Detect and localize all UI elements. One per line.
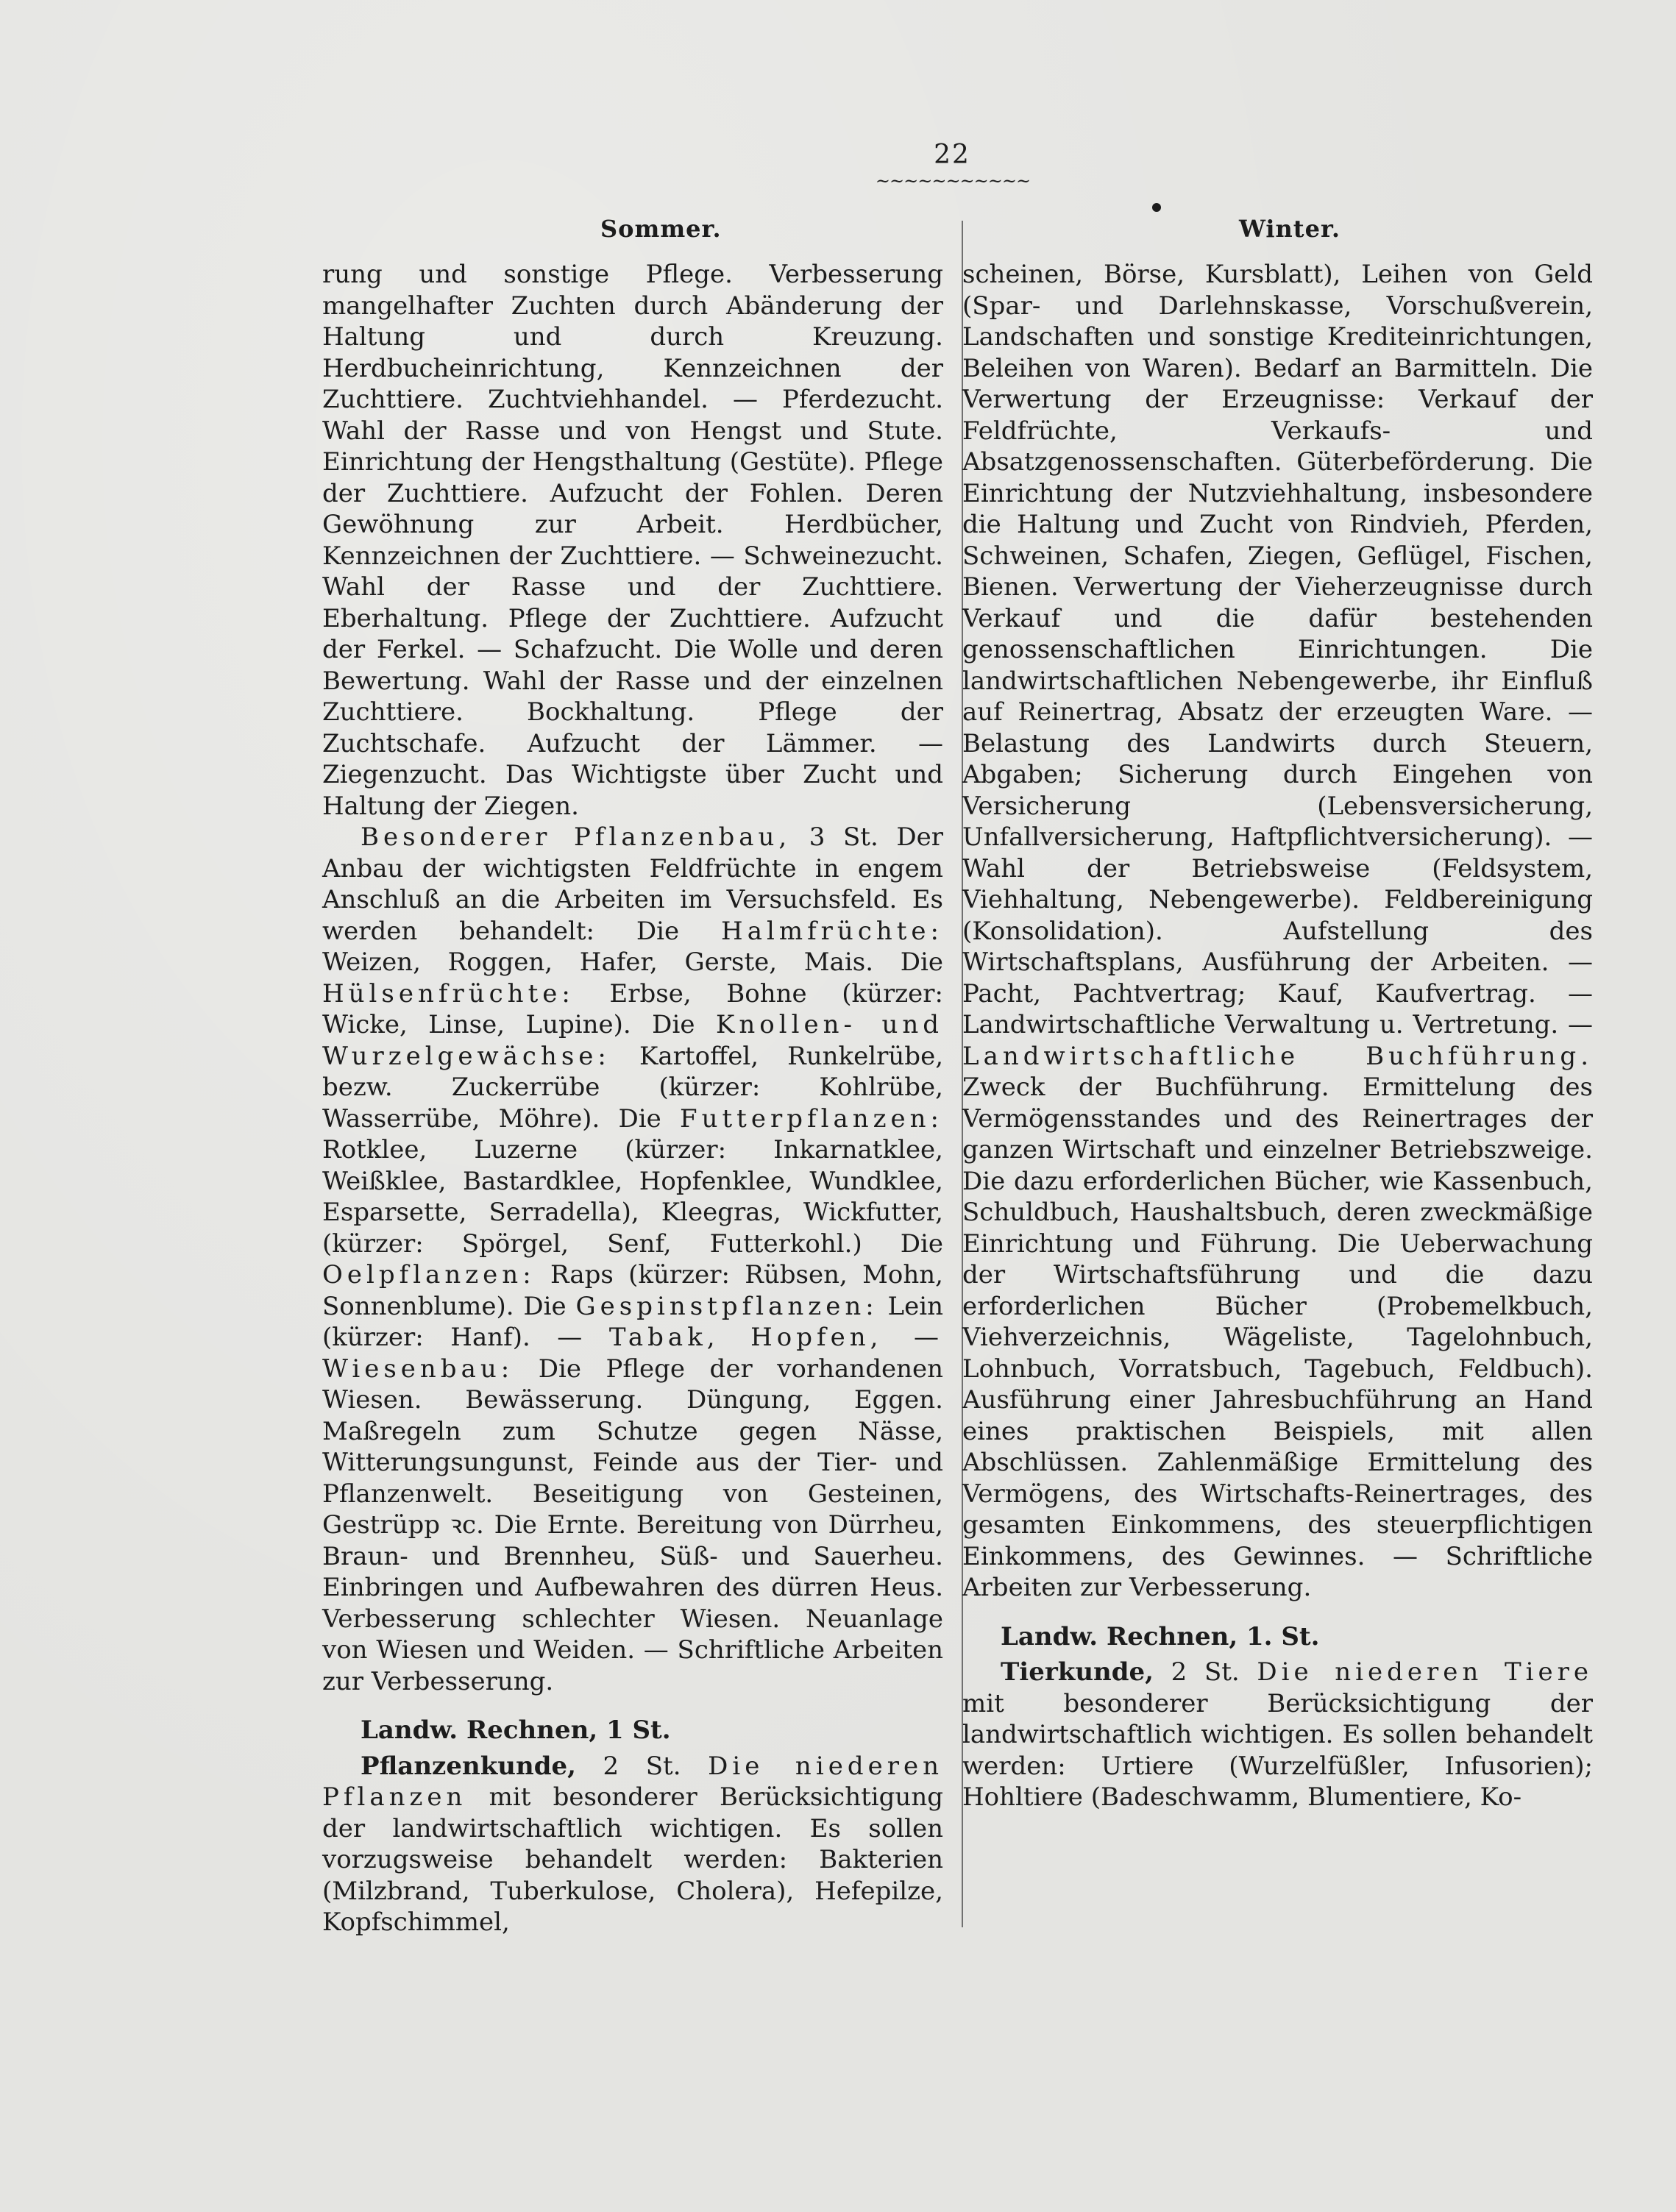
botany-title: Pflanzenkunde, (361, 1751, 576, 1781)
column-heading-summer: Sommer. (600, 215, 722, 243)
term-knollen: Knollen- und Wurzelgewächse: (322, 1010, 944, 1071)
term-wiesenbau: Tabak, Hopfen, — Wiesenbau: (322, 1323, 943, 1384)
summer-paragraph-livestock: rung und sonstige Pflege. Verbesserung mangelhafter Zuchten durch Abänderung der Haltung und durch Kreuzung. Herdbucheinrichtung, Kennzeichnen der Zuchttiere. Zuchtviehhandel. — Pferdezucht. Wahl der Rasse und von Hengst und Stute. Einrichtung der Hengsthaltung (Gestüte). Pflege der Zuchttiere. Aufzucht der Fohlen. Deren Gewöhnung zur Arbeit. Herdbücher, Kennzeichnen der Zuchttiere. — Schweinezucht. Wahl der Rasse und der Zuchttiere. Eberhaltung. Pflege der Zuchttiere. Aufzucht der Ferkel. — Schafzucht. Die Wolle und deren Bewertung. Wahl der Rasse und der einzelnen Zuchttiere. Bockhaltung. Pflege der Zuchtschafe. Aufzucht der Lämmer. — Ziegenzucht. Das Wichtigste über Zucht und Haltung der Ziegen. (322, 260, 943, 821)
page-number: 22 (934, 140, 970, 170)
column-heading-winter: Winter. (1239, 215, 1341, 243)
term-halmfruechte: Halmfrüchte: (721, 916, 943, 946)
term-gespinstpflanzen: Gespinstpflanzen: (575, 1291, 878, 1321)
summer-paragraph-botany: Pflanzenkunde, 2 St. Die niederen Pflanzen mit besonderer Berücksichtigung der landwirtschaftlich wichtigen. Es sollen vorzugsweise behandelt werden: Bakterien (Milzbrand, Tuberkulose, Cholera), Hefepilze, Kopfschimmel, (322, 1751, 943, 1937)
term-buchfuehrung: Landwirtschaftliche Buchführung. (962, 1041, 1593, 1071)
summer-section-arithmetic: Landw. Rechnen, 1 St. (361, 1715, 671, 1745)
ink-dot (1152, 203, 1161, 212)
winter-section-arithmetic: Landw. Rechnen, 1. St. (1001, 1621, 1320, 1651)
term-huelsenfruechte: Hülsenfrüchte: (322, 978, 575, 1009)
winter-paragraph-zoology: Tierkunde, 2 St. Die niederen Tiere mit besonderer Berücksichtigung der landwirtschaftlich wichtigen. Es sollen behandelt werden: Urtiere (Wurzelfüßler, Infusorien); Hohltiere (Badeschwamm, Blumentiere, Ko- (962, 1657, 1594, 1812)
winter-paragraph-economics: scheinen, Börse, Kursblatt), Leihen von Geld (Spar- und Darlehnskasse, Vorschußverein, Landschaften und sonstige Krediteinrichtungen, Beleihen von Waren). Bedarf an Barmitteln. Die Verwertung der Erzeugnisse: Verkauf der Feldfrüchte, Verkaufs- und Absatzgenossenschaften. Güterbeförderung. Die Einrichtung der Nutzviehhaltung, insbesondere die Haltung und Zucht von Rindvieh, Pferden, Schweinen, Schafen, Ziegen, Geflügel, Fischen, Bienen. Verwertung der Vieherzeugnisse durch Verkauf und die dafür bestehenden genossenschaftlichen Einrichtungen. Die landwirtschaftlichen Nebengewerbe, ihr Einfluß auf Reinertrag, Absatz der erzeugten Ware. — Belastung des Landwirts durch Steuern, Abgaben; Sicherung durch Eingehen von Versicherung (Lebensversicherung, Unfallversicherung, Haftpflichtversicherung). — Wahl der Betriebsweise (Feldsystem, Viehhaltung, Nebengewerbe). Feldbereinigung (Konsolidation). Aufstellung des Wirtschaftsplans, Ausführung der Arbeiten. — Pacht, Pachtvertrag; Kauf, Kaufvertrag. — Landwirtschaftliche Verwaltung u. Vertretung. — Landwirtschaftliche Buchführung. Zweck der Buchführung. Ermittelung des Vermögensstandes und des Reinertrages der ganzen Wirtschaft und einzelner Betriebszweige. Die dazu erforderlichen Bücher, wie Kassenbuch, Schuldbuch, Haushaltsbuch, deren zweckmäßige Einrichtung und Führung. Die Ueberwachung der Wirtschaftsführung und die dazu erforderlichen Bücher (Probemelkbuch, Viehverzeichnis, Wägeliste, Tagelohnbuch, Lohnbuch, Vorratsbuch, Tagebuch, Feldbuch). Ausführung einer Jahresbuchführung an Hand eines praktischen Beispiels, mit allen Abschlüssen. Zahlenmäßige Ermittelung des Vermögens, des Wirtschafts-Reinertrages, des gesamten Einkommens, des steuerpflichtigen Einkommens, des Gewinnes. — Schriftliche Arbeiten zur Verbesserung. (962, 260, 1593, 1602)
zoology-title: Tierkunde, (1001, 1657, 1154, 1687)
summer-paragraph-plant-cultivation: Besonderer Pflanzenbau, 3 St. Der Anbau der wichtigsten Feldfrüchte in engem Anschluß an die Arbeiten im Versuchsfeld. Es werden behandelt: Die Halmfrüchte: Weizen, Roggen, Hafer, Gerste, Mais. Die Hülsenfrüchte: Erbse, Bohne (kürzer: Wicke, Linse, Lupine). Die Knollen- und Wurzelgewächse: Kartoffel, Runkelrübe, bezw. Zuckerrübe (kürzer: Kohlrübe, Wasserrübe, Möhre). Die Futterpflanzen: Rotklee, Luzerne (kürzer: Inkarnatklee, Weißklee, Bastardklee, Hopfenklee, Wundklee, Esparsette, Serradella), Kleegras, Wickfutter, (kürzer: Spörgel, Senf, Futterkohl.) Die Oelpflanzen: Raps (kürzer: Rübsen, Mohn, Sonnenblume). Die Gespinstpflanzen: Lein (kürzer: Hanf). — Tabak, Hopfen, — Wiesenbau: Die Pflege der vorhandenen Wiesen. Bewässerung. Düngung, Eggen. Maßregeln zum Schutze gegen Nässe, Witterungsungunst, Feinde aus der Tier- und Pflanzenwelt. Beseitigung von Gesteinen, Gestrüpp ꝛc. Die Ernte. Bereitung von Dürrheu, Braun- und Brennheu, Süß- und Sauerheu. Einbringen und Aufbewahren des dürren Heus. Verbesserung schlechter Wiesen. Neuanlage von Wiesen und Weiden. — Schriftliche Arbeiten zur Verbesserung. (322, 822, 944, 1696)
summer-column (322, 259, 943, 1938)
term-oelpflanzen: Oelpflanzen: (322, 1260, 536, 1290)
term-niedere-tiere: Die niederen Tiere (1257, 1657, 1594, 1687)
plant-cultivation-title: Besonderer Pflanzenbau, (361, 822, 792, 852)
term-niedere-pflanzen: Die niederen Pflanzen (322, 1751, 943, 1812)
page-number-ornament: ~~~~~~~~~~~ (875, 171, 1031, 191)
term-futterpflanzen: Futterpflanzen: (680, 1103, 943, 1134)
winter-column (962, 259, 1593, 1813)
